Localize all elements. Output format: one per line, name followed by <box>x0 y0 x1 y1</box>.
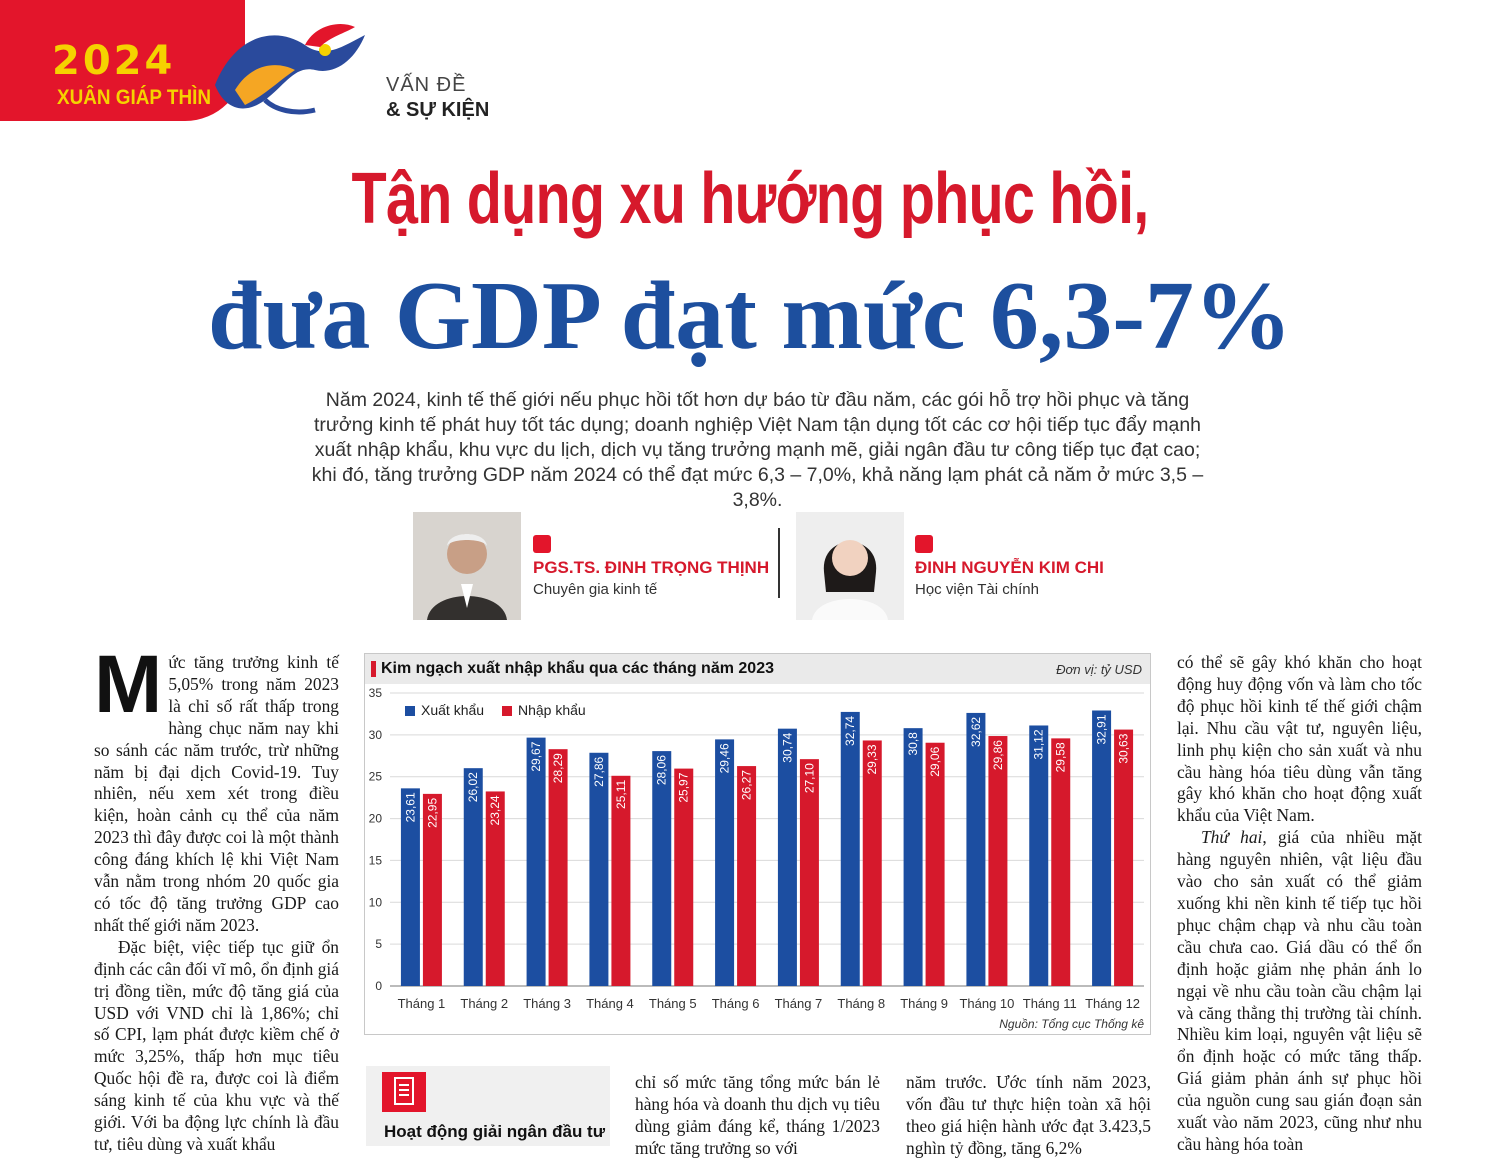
author-1-role: Chuyên gia kinh tế <box>533 581 658 598</box>
bar-value-label: 32,74 <box>843 715 858 746</box>
x-tick-label: Tháng 2 <box>460 996 509 1011</box>
bar-import <box>549 749 568 986</box>
column-2-paragraph: chỉ số mức tăng tổng mức bán lẻ hàng hóa và doanh thu dịch vụ tiêu dùng giảm đáng kể, tháng 1/2023 mức tăng trưởng so với <box>635 1072 880 1158</box>
x-tick-label: Tháng 5 <box>648 996 697 1011</box>
bar-value-label: 29,58 <box>1053 742 1068 773</box>
sidebar-box-title: Hoạt động giải ngân đầu tư <box>384 1122 606 1141</box>
bar-value-label: 28,06 <box>654 755 669 786</box>
bar-export <box>715 739 734 986</box>
x-tick-label: Tháng 1 <box>397 996 446 1011</box>
bar-value-label: 25,97 <box>676 772 691 803</box>
dragon-illustration <box>205 15 385 125</box>
bar-value-label: 30,74 <box>780 732 795 763</box>
banner-subtitle: XUÂN GIÁP THÌN <box>57 86 212 109</box>
bar-value-label: 30,8 <box>906 732 921 756</box>
lead-paragraph: Năm 2024, kinh tế thế giới nếu phục hồi tốt hơn dự báo từ đầu năm, các gói hỗ trợ hồi phục và tăng trưởng kinh tế phát huy tốt tác dụng; doanh nghiệp Việt Nam tận dụng tốt các cơ hội tiếp tục đẩy mạnh xuất nhập khẩu, khu vực du lịch, dịch vụ tăng trưởng mạnh mẽ, giải ngân đầu tư công tiếp tục đạt cao; khi đó, tăng trưởng GDP năm 2024 có thể đạt mức 6,3 – 7,0%, khả năng lạm phát cả năm ở mức 3,5 – 3,8%. <box>311 389 1204 511</box>
y-tick-label: 20 <box>368 811 382 826</box>
bar-value-label: 25,11 <box>613 779 628 809</box>
x-tick-label: Tháng 9 <box>900 996 948 1011</box>
bar-value-label: 30,63 <box>1116 733 1131 764</box>
y-tick-label: 5 <box>375 937 382 952</box>
bar-export <box>778 729 797 986</box>
column-4-paragraph-2 <box>1177 827 1422 1156</box>
x-tick-label: Tháng 10 <box>959 996 1015 1011</box>
quote-icon <box>915 535 933 553</box>
bar-value-label: 27,86 <box>591 756 606 787</box>
bar-export <box>904 728 923 986</box>
author-divider <box>778 528 780 598</box>
emphasis-lead: Thứ hai <box>1201 827 1263 848</box>
author-2-role: Học viện Tài chính <box>915 581 1039 598</box>
bar-import <box>988 736 1007 986</box>
x-tick-label: Tháng 7 <box>774 996 823 1011</box>
bar-import <box>1051 738 1070 986</box>
banner-year: 2024 <box>52 38 176 84</box>
bar-export <box>527 738 546 986</box>
chart-title: Kim ngạch xuất nhập khẩu qua các tháng năm 2023 <box>381 660 774 677</box>
sidebar-box <box>366 1066 610 1146</box>
bar-value-label: 22,95 <box>425 797 440 828</box>
article-column-3 <box>906 1072 1151 1158</box>
y-tick-label: 30 <box>368 727 382 742</box>
bar-value-label: 23,61 <box>403 792 418 823</box>
bar-value-label: 29,46 <box>717 743 732 774</box>
bar-value-label: 26,02 <box>466 772 481 803</box>
article-column-4 <box>1177 652 1422 1154</box>
y-tick-label: 35 <box>368 686 382 700</box>
author-1-avatar <box>413 512 521 620</box>
column-1-paragraph-1: ức tăng trưởng kinh tế 5,05% trong năm 2023 là chỉ số rất thấp trong hàng chục năm nay khi so sánh các năm trước, trừ những năm bị đại dịch Covid-19. Tuy nhiên, nếu xem xét trong điều kiện, hoàn cảnh cụ thể của năm 2023 thì đây được coi là một thành công đáng khích lệ khi Việt Nam vẫn nằm trong nhóm 20 quốc gia có tốc độ tăng trưởng GDP cao nhất thế giới năm 2023. <box>94 652 339 935</box>
bar-import <box>1114 730 1133 986</box>
x-tick-label: Tháng 6 <box>711 996 760 1011</box>
author-2-avatar <box>796 512 904 620</box>
bar-value-label: 32,62 <box>968 716 983 747</box>
bar-export <box>1029 725 1048 986</box>
drop-cap: M <box>94 639 163 730</box>
chart-source: Nguồn: Tổng cục Thống kê <box>999 1017 1144 1031</box>
article-column-2 <box>635 1072 880 1158</box>
author-1-name: PGS.TS. ĐINH TRỌNG THỊNH <box>533 558 770 577</box>
bar-value-label: 29,33 <box>865 744 880 775</box>
bar-value-label: 32,91 <box>1094 714 1109 745</box>
column-3-paragraph: năm trước. Ước tính năm 2023, vốn đầu tư thực hiện toàn xã hội theo giá hiện hành ước đạt 3.423,5 nghìn tỷ đồng, tăng 6,2% <box>906 1072 1151 1158</box>
chart-unit: Đơn vị: tỷ USD <box>1056 662 1142 677</box>
y-tick-label: 15 <box>368 853 382 868</box>
x-tick-label: Tháng 11 <box>1022 996 1077 1011</box>
legend-swatch <box>405 706 415 716</box>
column-4-paragraph-2-text: , giá của nhiều mặt hàng nguyên nhiên, vật liệu đầu vào cho sản xuất có thể giảm xuống khi nền kinh tế tiếp tục hồi phục chậm chạp và nhu cầu toàn cầu chưa cao. Giá dầu có thể ổn định hoặc giảm nhẹ phản ánh lo ngại về nhu cầu toàn cầu chậm lại và căng thẳng thị trường tài chính. Nhiều kim loại, nguyên vật liệu sẽ ổn định hoặc có mức tăng thấp. Giá giảm phản ánh sự phục hồi của nguồn cung sau gián đoạn sản xuất vào năm 2023, cũng như nhu cầu hàng hóa toàn <box>1177 827 1422 1154</box>
section-label-line2: & SỰ KIỆN <box>386 99 490 121</box>
bar-value-label: 29,67 <box>529 741 544 772</box>
x-tick-label: Tháng 8 <box>837 996 886 1011</box>
column-1-paragraph-2: Đặc biệt, việc tiếp tục giữ ổn định các cân đối vĩ mô, ổn định giá trị đồng tiền, mức độ tăng giá của USD với VND chỉ là 1,86%; chỉ số CPI, lạm phát được kiềm chế ở mức 3,25%, thấp hơn mục tiêu Quốc hội đề ra, được coi là điểm sáng kinh tế của khu vực và thế giới. Với ba động lực chính là đầu tư, tiêu dùng và xuất khẩu <box>94 936 339 1154</box>
bar-import <box>926 743 945 986</box>
trade-chart <box>364 653 1151 1035</box>
headline-line1: Tận dụng xu hướng phục hồi, <box>351 159 1149 239</box>
x-tick-label: Tháng 3 <box>523 996 571 1011</box>
bar-value-label: 27,10 <box>802 763 817 794</box>
x-tick-label: Tháng 12 <box>1085 996 1141 1011</box>
section-label-line1: VẤN ĐỀ <box>386 74 467 96</box>
legend-label: Xuất khẩu <box>421 702 485 718</box>
bar-export <box>652 751 671 986</box>
legend-label: Nhập khẩu <box>518 702 586 718</box>
bar-export <box>1092 710 1111 986</box>
bar-value-label: 26,27 <box>739 770 754 801</box>
bar-export <box>966 713 985 986</box>
bar-value-label: 28,29 <box>551 753 566 784</box>
y-tick-label: 0 <box>375 979 382 993</box>
bar-export <box>841 712 860 986</box>
quote-icon <box>533 535 551 553</box>
y-tick-label: 25 <box>368 769 382 784</box>
legend-swatch <box>502 706 512 716</box>
bar-value-label: 29,86 <box>990 740 1005 771</box>
x-tick-label: Tháng 4 <box>586 996 634 1011</box>
author-2-name: ĐINH NGUYỄN KIM CHI <box>915 558 1104 577</box>
column-4-paragraph-1: có thể sẽ gây khó khăn cho hoạt động huy động vốn và làm cho tốc độ phục hồi kinh tế thế giới chậm lại. Nhu cầu vật tư, nguyên liệu, linh phụ kiện cho sản xuất và nhu cầu hàng hóa tiêu dùng vẫn tăng gây khó khăn cho hoạt động xuất khẩu của Việt Nam. <box>1177 652 1422 826</box>
bar-value-label: 31,12 <box>1031 729 1046 760</box>
bar-value-label: 29,06 <box>928 746 943 777</box>
chart-plot <box>365 654 1150 1014</box>
headline-line2: đưa GDP đạt mức 6,3-7% <box>208 262 1292 370</box>
document-icon <box>382 1072 426 1112</box>
bar-value-label: 23,24 <box>488 795 503 826</box>
article-column-1 <box>94 639 339 1154</box>
y-tick-label: 10 <box>368 895 382 910</box>
bar-import <box>863 740 882 986</box>
